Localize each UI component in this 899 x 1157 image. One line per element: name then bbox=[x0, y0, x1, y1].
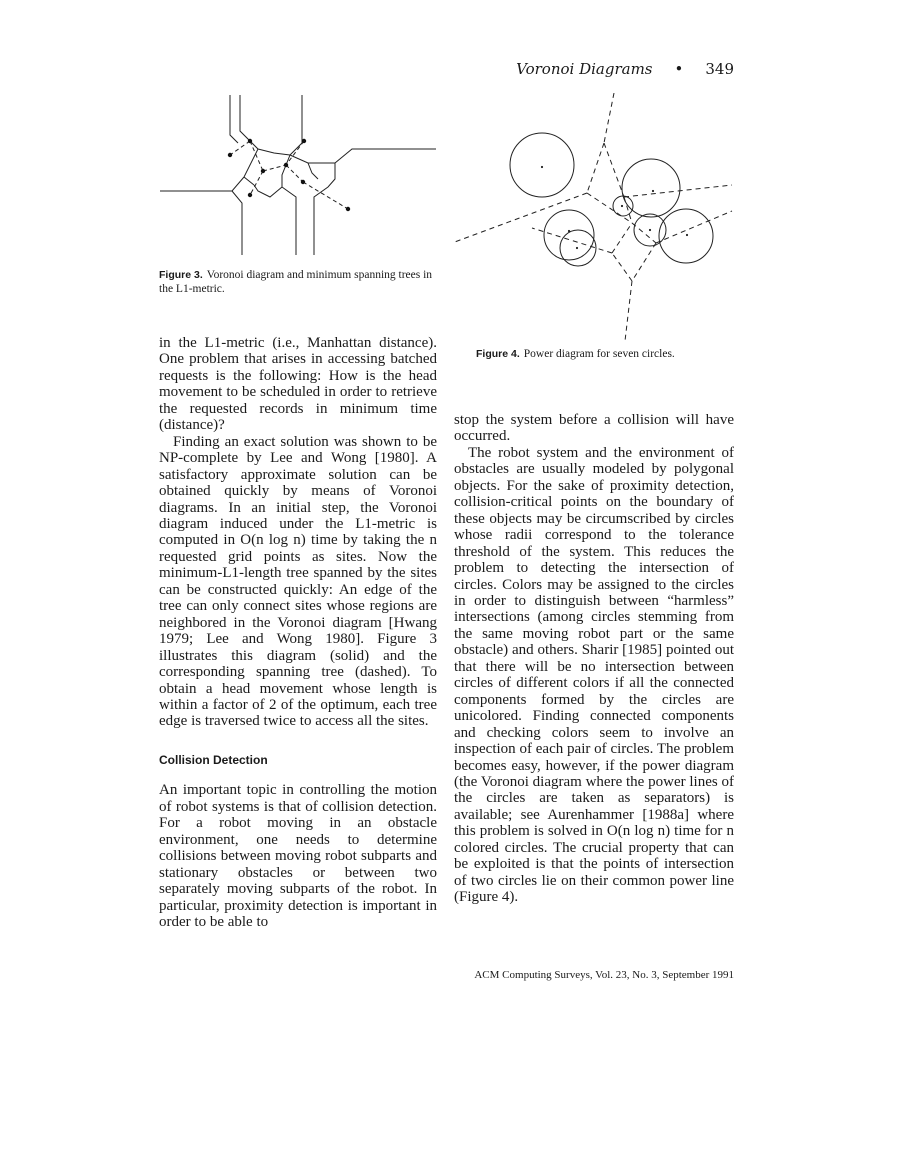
right-paragraph-2: The robot system and the environment of obstacles are usually modeled by polygonal objects. For the sake of proximity detection, collision-critical points on the boundary of these objects may be circumscribed by circles whose radii correspond to the tolerance threshold of the system. This reduces the problem to detecting the intersection of circles. Colors may be assigned to the circles in order to distinguish between “harmless” intersections (among circles stemming from the same moving robot part or the same obstacle) and others. Sharir [1985] pointed out that there will be no intersection between circles of different colors if all the connected components formed by the circles are unicolored. Finding connected components and checking colors seem to involve an inspection of each pair of circles. The problem becomes easy, however, if the power diagram (the Voronoi diagram where the power lines of the circles are taken as separators) is available; see Aurenhammer [1988a] where this problem is solved in O(n log n) time for n colored circles. The crucial property that can be exploited is that the points of intersection of two circles lie on their common power line (Figure 4). bbox=[454, 444, 734, 906]
right-column bbox=[454, 412, 734, 906]
figure-3-caption-text: Voronoi diagram and minimum spanning trees in the L1-metric. bbox=[159, 269, 433, 295]
sites bbox=[228, 139, 350, 211]
page-number: 349 bbox=[705, 60, 734, 78]
figure-4-label: Figure 4. bbox=[476, 348, 520, 360]
running-header bbox=[516, 60, 734, 78]
left-paragraph-2: Finding an exact solution was shown to be NP-complete by Lee and Wong [1980]. A satisfactory approximate solution can be obtained quickly by means of Voronoi diagrams. In an initial step, the Voronoi diagram induced under the L1-metric is computed in O(n log n) time by taking the n requested grid points as sites. Now the minimum-L1-length tree spanned by the sites can be constructed quickly: An edge of the tree can only connect sites whose regions are neighbored in the Voronoi diagram [Hwang 1979; Lee and Wong 1980]. Figure 3 illustrates this diagram (solid) and the corresponding spanning tree (dashed). To obtain a head movement whose length is within a factor of 2 of the optimum, each tree edge is traversed twice to access all the sites. bbox=[159, 433, 437, 730]
left-paragraph-3: An important topic in controlling the motion of robot systems is that of collision detection. For a robot moving in an obstacle environment, one needs to determine collisions between moving robot subparts and stationary obstacles or between two separately moving subparts of the robot. In particular, proximity detection is important in order to be able to bbox=[159, 782, 437, 930]
header-separator: • bbox=[674, 60, 684, 78]
power-lines bbox=[452, 93, 732, 341]
section-heading: Collision Detection bbox=[159, 752, 268, 767]
left-paragraph-1: in the L1-metric (i.e., Manhattan distance). One problem that arises in accessing batched requests is the following: How is the head movement to be scheduled in order to retrieve the requested records in minimum time (distance)? bbox=[159, 335, 437, 434]
figure-4-caption-text: Power diagram for seven circles. bbox=[523, 348, 675, 360]
right-paragraph-1: stop the system before a collision will have occurred. bbox=[454, 412, 734, 445]
circles bbox=[510, 133, 713, 266]
figure-4-caption bbox=[476, 347, 756, 361]
running-title: Voronoi Diagrams bbox=[516, 60, 653, 78]
spanning-tree-edges bbox=[230, 141, 348, 209]
circle-centers bbox=[541, 166, 688, 249]
figure-4-diagram bbox=[452, 93, 736, 341]
figure-3-diagram bbox=[160, 93, 440, 255]
figure-3-label: Figure 3. bbox=[159, 269, 203, 281]
left-column bbox=[159, 335, 437, 930]
voronoi-edges bbox=[160, 95, 436, 255]
journal-footer: ACM Computing Surveys, Vol. 23, No. 3, September 1991 bbox=[474, 969, 734, 981]
figure-3-caption bbox=[159, 268, 444, 296]
